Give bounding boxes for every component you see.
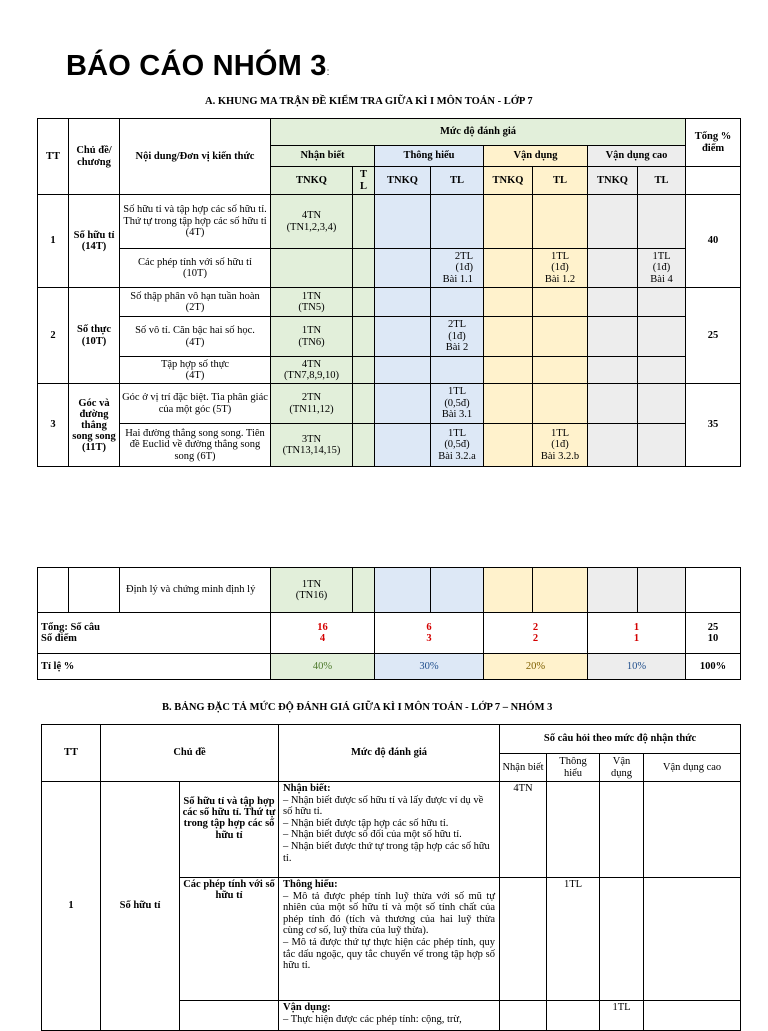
matrix-table — [37, 118, 741, 467]
group-3-chu-de: Góc và đường thẳng song song (11T) — [69, 384, 120, 467]
spec-row-1-th — [547, 782, 600, 878]
subheader-vd-tl: TL — [533, 167, 588, 195]
group-1-row-2-noi-dung: Các phép tính với số hữu tỉ (10T) — [120, 249, 271, 288]
spec-chu-de: Số hữu tỉ — [101, 782, 180, 1031]
header-van-dung-cao: Vận dụng cao — [588, 146, 686, 167]
group-2-tt: 2 — [38, 288, 69, 384]
report-title-colon: : — [326, 67, 330, 78]
group-2-row-1-nb-tnkq: 1TN (TN5) — [271, 288, 353, 317]
ratio-th: 30% — [375, 654, 484, 680]
group-2-row-1-noi-dung: Số thập phân vô hạn tuần hoàn (2T) — [120, 288, 271, 317]
group-2-row-1-th-tnkq — [375, 288, 431, 317]
group-2-row-2-vd-tnkq — [484, 317, 533, 357]
group-1-row-2-nb-tnkq — [271, 249, 353, 288]
matrix-table-continued — [37, 567, 741, 680]
group-2-row-1-vd-tl — [533, 288, 588, 317]
group-3-row-2-th-tl: 1TL (0,5đ) Bài 3.2.a — [431, 424, 484, 467]
cont-vd-tl — [533, 568, 588, 613]
group-2-row-2-vdc-tl — [638, 317, 686, 357]
header-thong-hieu: Thông hiểu — [375, 146, 484, 167]
group-1-row-1-vdc-tnkq — [588, 195, 638, 249]
group-3-row-1-th-tl: 1TL (0,5đ) Bài 3.1 — [431, 384, 484, 424]
group-2-row-3-nb-tl — [353, 357, 375, 384]
cont-nb-tnkq: 1TN (TN16) — [271, 568, 353, 613]
subheader-nb-tl: T L — [353, 167, 375, 195]
ratio-vdc: 10% — [588, 654, 686, 680]
group-3-row-1-vdc-tl — [638, 384, 686, 424]
group-3-row-1-nb-tl — [353, 384, 375, 424]
totals-nb: 16 4 — [271, 613, 375, 654]
cont-vdc-tnkq — [588, 568, 638, 613]
group-1-row-1-vd-tl — [533, 195, 588, 249]
spec-header-tt: TT — [42, 725, 101, 782]
spec-row-1-nb: 4TN — [500, 782, 547, 878]
group-2-row-3-vdc-tl — [638, 357, 686, 384]
group-1-tong: 40 — [686, 195, 741, 288]
spec-row-2-desc-title: Thông hiểu: — [283, 879, 338, 890]
group-3-tong: 35 — [686, 384, 741, 467]
spec-row-2-nb — [500, 878, 547, 1001]
ratio-nb: 40% — [271, 654, 375, 680]
cont-th-tl — [431, 568, 484, 613]
group-1-row-2-th-tl: 2TL (1đ) Bài 1.1 — [431, 249, 484, 288]
group-2-row-2-vdc-tnkq — [588, 317, 638, 357]
group-2-row-3-noi-dung: Tập hợp số thực (4T) — [120, 357, 271, 384]
spec-header-van-dung-cao: Vận dụng cao — [644, 754, 741, 782]
spec-row-2-desc — [279, 878, 500, 1001]
group-3-row-1-noi-dung: Góc ở vị trí đặc biệt. Tia phân giác của một góc (5T) — [120, 384, 271, 424]
group-3-row-2-vd-tl: 1TL (1đ) Bài 3.2.b — [533, 424, 588, 467]
totals-th: 6 3 — [375, 613, 484, 654]
group-2-row-3-th-tl — [431, 357, 484, 384]
group-3-row-1-nb-tnkq: 2TN (TN11,12) — [271, 384, 353, 424]
header-tt: TT — [38, 119, 69, 195]
group-1-row-1-nb-tnkq: 4TN (TN1,2,3,4) — [271, 195, 353, 249]
ratio-all: 100% — [686, 654, 741, 680]
group-2-row-2-th-tl: 2TL (1đ) Bài 2 — [431, 317, 484, 357]
spec-header-thong-hieu: Thông hiểu — [547, 754, 600, 782]
spec-row-3-sub — [180, 1001, 279, 1031]
group-2-row-3-nb-tnkq: 4TN (TN7,8,9,10) — [271, 357, 353, 384]
group-3-row-2-nb-tl — [353, 424, 375, 467]
cont-vdc-tl — [638, 568, 686, 613]
header-chu-de: Chủ đề/ chương — [69, 119, 120, 195]
group-2-row-3-vd-tnkq — [484, 357, 533, 384]
spec-row-3-desc — [279, 1001, 500, 1031]
group-2-row-1-th-tl — [431, 288, 484, 317]
group-1-row-2-nb-tl — [353, 249, 375, 288]
cont-tong — [686, 568, 741, 613]
group-2-row-3-th-tnkq — [375, 357, 431, 384]
group-1-chu-de: Số hữu tỉ (14T) — [69, 195, 120, 288]
group-3-row-1-vd-tl — [533, 384, 588, 424]
spec-row-1-vdc — [644, 782, 741, 878]
cont-vd-tnkq — [484, 568, 533, 613]
ratio-label: Tỉ lệ % — [38, 654, 271, 680]
spec-row-2-desc-text: – Mô tả được phép tính luỹ thừa với số mũ tự nhiên của một số hữu tỉ và một số tính chất của phép tính đó (tích và thương của hai luỹ thừa cùng cơ số, luỹ thừa của luỹ thừa). – Mô tả được thứ tự thực hiện các phép tính, quy tắc dấu ngoặc, quy tắc chuyển vế trong tập hợp số hữu tỉ. — [283, 890, 496, 972]
group-3-row-1-th-tnkq — [375, 384, 431, 424]
group-2-row-2-noi-dung: Số vô tỉ. Căn bậc hai số học. (4T) — [120, 317, 271, 357]
group-1-row-2-vd-tl: 1TL (1đ) Bài 1.2 — [533, 249, 588, 288]
totals-label: Tổng: Số câu Số điểm — [38, 613, 271, 654]
subheader-vd-tnkq: TNKQ — [484, 167, 533, 195]
group-3-row-2-vdc-tl — [638, 424, 686, 467]
group-1-row-2-th-tnkq — [375, 249, 431, 288]
subheader-nb-tnkq: TNKQ — [271, 167, 353, 195]
spec-row-1-desc-text: – Nhận biết được số hữu tỉ và lấy được ví dụ về số hữu tỉ. – Nhận biết được tập hợp các số hữu tỉ. – Nhận biết được số đối của một số hữu tỉ. – Nhận biết được thứ tự trong tập hợp các số hữu tỉ. — [283, 794, 490, 864]
group-1-row-2-vdc-tnkq — [588, 249, 638, 288]
cont-th-tnkq — [375, 568, 431, 613]
group-2-chu-de: Số thực (10T) — [69, 288, 120, 384]
group-1-row-2-vdc-tl: 1TL (1đ) Bài 4 — [638, 249, 686, 288]
subheader-th-tnkq: TNKQ — [375, 167, 431, 195]
header-muc-do: Mức độ đánh giá — [271, 119, 686, 146]
section-b-title: B. BẢNG ĐẶC TẢ MỨC ĐỘ ĐÁNH GIÁ GIỮA KÌ I MÔN TOÁN - LỚP 7 – NHÓM 3 — [162, 702, 553, 713]
totals-vd: 2 2 — [484, 613, 588, 654]
group-2-row-3-vd-tl — [533, 357, 588, 384]
group-1-row-1-noi-dung: Số hữu tỉ và tập hợp các số hữu tỉ. Thứ tự trong tập hợp các số hữu tỉ (4T) — [120, 195, 271, 249]
group-3-row-1-vdc-tnkq — [588, 384, 638, 424]
group-1-row-1-vdc-tl — [638, 195, 686, 249]
subheader-vdc-tnkq: TNKQ — [588, 167, 638, 195]
group-3-row-2-nb-tnkq: 3TN (TN13,14,15) — [271, 424, 353, 467]
header-van-dung: Vận dụng — [484, 146, 588, 167]
spec-tt: 1 — [42, 782, 101, 1031]
spec-header-chu-de: Chủ đề — [101, 725, 279, 782]
ratio-vd: 20% — [484, 654, 588, 680]
group-2-tong: 25 — [686, 288, 741, 384]
group-3-row-2-vd-tnkq — [484, 424, 533, 467]
group-2-row-2-vd-tl — [533, 317, 588, 357]
header-nhan-biet: Nhận biết — [271, 146, 375, 167]
group-1-row-1-nb-tl — [353, 195, 375, 249]
group-3-row-2-noi-dung: Hai đường thẳng song song. Tiên đề Euclid về đường thẳng song song (6T) — [120, 424, 271, 467]
section-a-title: A. KHUNG MA TRẬN ĐỀ KIỂM TRA GIỮA KÌ I MÔN TOÁN - LỚP 7 — [205, 96, 533, 107]
cont-noi-dung: Định lý và chứng minh định lý — [120, 568, 271, 613]
group-2-row-2-nb-tnkq: 1TN (TN6) — [271, 317, 353, 357]
spec-header-van-dung: Vận dụng — [600, 754, 644, 782]
group-2-row-3-vdc-tnkq — [588, 357, 638, 384]
group-2-row-1-vd-tnkq — [484, 288, 533, 317]
spec-row-2-th: 1TL — [547, 878, 600, 1001]
group-2-row-2-nb-tl — [353, 317, 375, 357]
spec-row-3-desc-text: – Thực hiện được các phép tính: cộng, trừ, — [283, 1013, 462, 1025]
spec-row-1-vd — [600, 782, 644, 878]
spec-row-3-nb — [500, 1001, 547, 1031]
spec-row-2-sub: Các phép tính với số hữu tỉ — [180, 878, 279, 1001]
group-3-row-2-vdc-tnkq — [588, 424, 638, 467]
spec-row-1-desc — [279, 782, 500, 878]
report-title — [66, 50, 330, 83]
totals-vdc: 1 1 — [588, 613, 686, 654]
spec-header-so-cau: Số câu hỏi theo mức độ nhận thức — [500, 725, 741, 754]
group-1-row-1-vd-tnkq — [484, 195, 533, 249]
group-1-tt: 1 — [38, 195, 69, 288]
header-tong: Tổng % điểm — [686, 119, 741, 167]
group-1-row-1-th-tnkq — [375, 195, 431, 249]
spec-row-3-desc-title: Vận dụng: — [283, 1002, 331, 1013]
group-3-row-2-th-tnkq — [375, 424, 431, 467]
spec-row-2-vd — [600, 878, 644, 1001]
subheader-vdc-tl: TL — [638, 167, 686, 195]
report-title-text: BÁO CÁO NHÓM 3 — [66, 50, 327, 82]
totals-all: 25 10 — [686, 613, 741, 654]
group-2-row-2-th-tnkq — [375, 317, 431, 357]
header-noi-dung: Nội dung/Đơn vị kiến thức — [120, 119, 271, 195]
group-1-row-1-th-tl — [431, 195, 484, 249]
group-1-row-2-vd-tnkq — [484, 249, 533, 288]
spec-row-1-sub: Số hữu tỉ và tập hợp các số hữu tỉ. Thứ tự trong tập hợp các số hữu tỉ — [180, 782, 279, 878]
group-2-row-1-vdc-tnkq — [588, 288, 638, 317]
spec-row-1-desc-title: Nhận biết: — [283, 783, 331, 794]
spec-header-muc-do: Mức độ đánh giá — [279, 725, 500, 782]
group-2-row-1-vdc-tl — [638, 288, 686, 317]
spec-table — [41, 724, 741, 1031]
cont-chu-de — [69, 568, 120, 613]
group-3-tt: 3 — [38, 384, 69, 467]
group-2-row-1-nb-tl — [353, 288, 375, 317]
spec-header-nhan-biet: Nhận biết — [500, 754, 547, 782]
cont-nb-tl — [353, 568, 375, 613]
spec-row-2-vdc — [644, 878, 741, 1001]
subheader-tong-empty — [686, 167, 741, 195]
cont-tt — [38, 568, 69, 613]
spec-row-3-vdc — [644, 1001, 741, 1031]
group-3-row-1-vd-tnkq — [484, 384, 533, 424]
subheader-th-tl: TL — [431, 167, 484, 195]
spec-row-3-vd: 1TL — [600, 1001, 644, 1031]
spec-row-3-th — [547, 1001, 600, 1031]
